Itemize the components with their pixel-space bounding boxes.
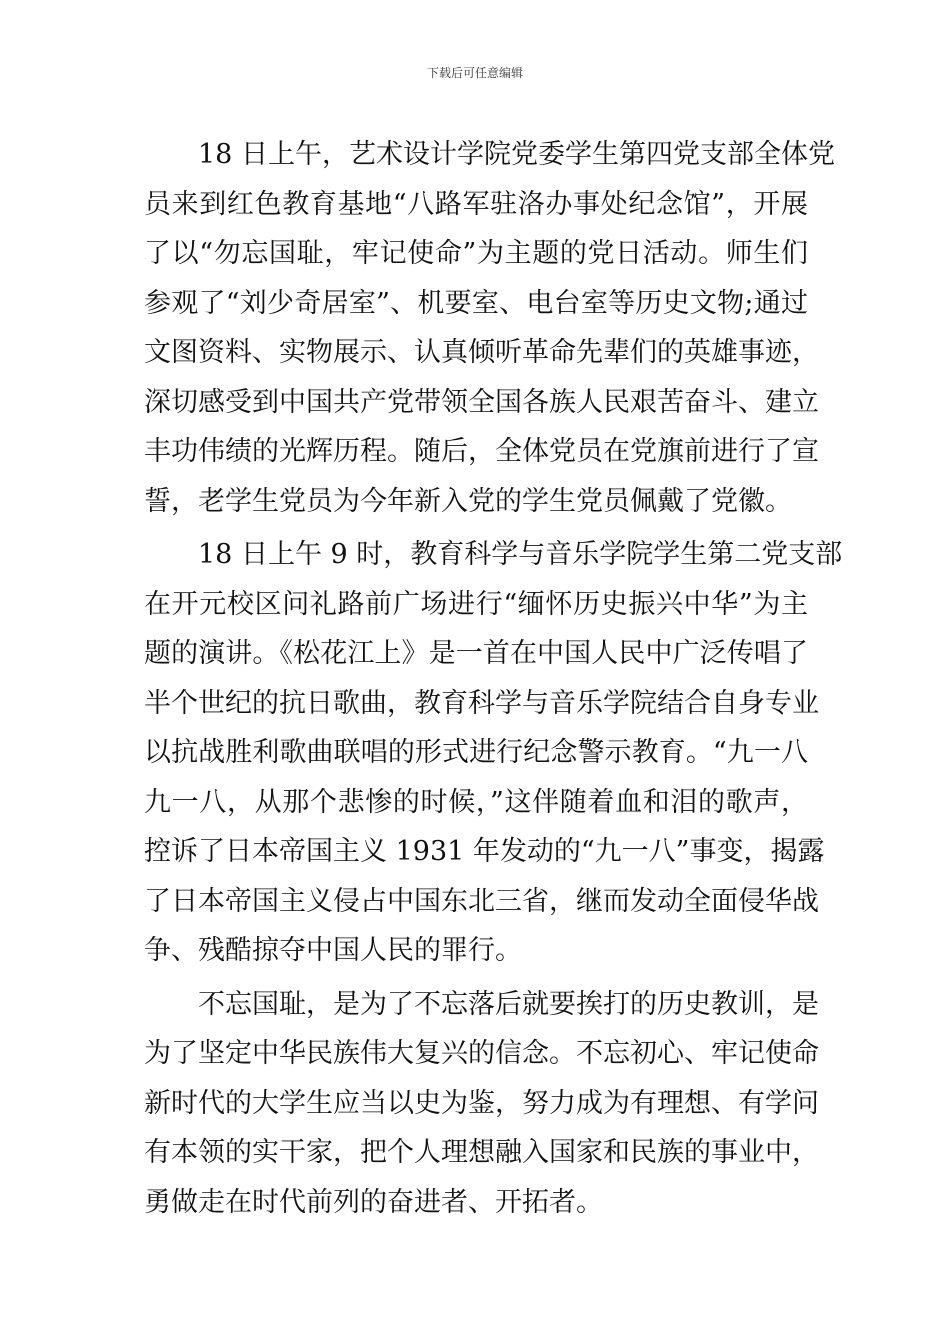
- text-line: 誓，老学生党员为今年新入党的学生党员佩戴了党徽。: [144, 485, 792, 517]
- text-line: 深切感受到中国共产党带领全国各族人民艰苦奋斗、建立: [144, 386, 819, 418]
- text-line: 不忘国耻，是为了不忘落后就要挨打的历史教训，是: [198, 988, 819, 1020]
- text-line: 了以“勿忘国耻，牢记使命”为主题的党日活动。师生们: [144, 238, 808, 269]
- text-line: 争、残酷掠夺中国人民的罪行。: [144, 935, 522, 966]
- text-line: 控诉了日本帝国主义 1931 年发动的“九一八”事变，揭露: [144, 836, 825, 867]
- text-line: 在开元校区问礼路前广场进行“缅怀历史振兴中华”为主: [144, 588, 808, 620]
- text-line: 新时代的大学生应当以史为鉴，努力成为有理想、有学问: [144, 1087, 819, 1119]
- paragraph-1: [144, 130, 835, 526]
- text-line: 了日本帝国主义侵占中国东北三省，继而发动全面侵华战: [144, 885, 819, 917]
- paragraph-3: [144, 980, 819, 1228]
- text-line: 九一八，从那个悲惨的时候，”这伴随着血和泪的歌声，: [144, 786, 808, 818]
- text-line: 文图资料、实物展示、认真倾听革命先辈们的英雄事迹，: [144, 337, 819, 368]
- text-line: 为了坚定中华民族伟大复兴的信念。不忘初心、牢记使命: [144, 1038, 819, 1069]
- text-line: 18 日上午 9 时，教育科学与音乐学院学生第二党支部: [198, 539, 843, 570]
- text-line: 以抗战胜利歌曲联唱的形式进行纪念警示教育。“九一八: [144, 737, 808, 768]
- text-line: 勇做走在时代前列的奋进者、开拓者。: [144, 1186, 603, 1218]
- text-line: 员来到红色教育基地“八路军驻洛办事处纪念馆”，开展: [144, 188, 808, 220]
- paragraph-2: [144, 530, 843, 976]
- document-body: [144, 130, 843, 1227]
- page-header: 下载后可任意编辑: [426, 66, 523, 80]
- text-line: 参观了“刘少奇居室”、机要室、电台室等历史文物;通过: [144, 287, 808, 319]
- text-line: 丰功伟绩的光辉历程。随后，全体党员在党旗前进行了宣: [144, 436, 819, 467]
- text-line: 有本领的实干家，把个人理想融入国家和民族的事业中，: [144, 1137, 819, 1168]
- text-line: 题的演讲。《松花江上》是一首在中国人民中广泛传唱了: [144, 638, 808, 669]
- text-line: 半个世纪的抗日歌曲，教育科学与音乐学院结合自身专业: [144, 687, 819, 719]
- text-line: 18 日上午，艺术设计学院党委学生第四党支部全体党: [198, 139, 835, 170]
